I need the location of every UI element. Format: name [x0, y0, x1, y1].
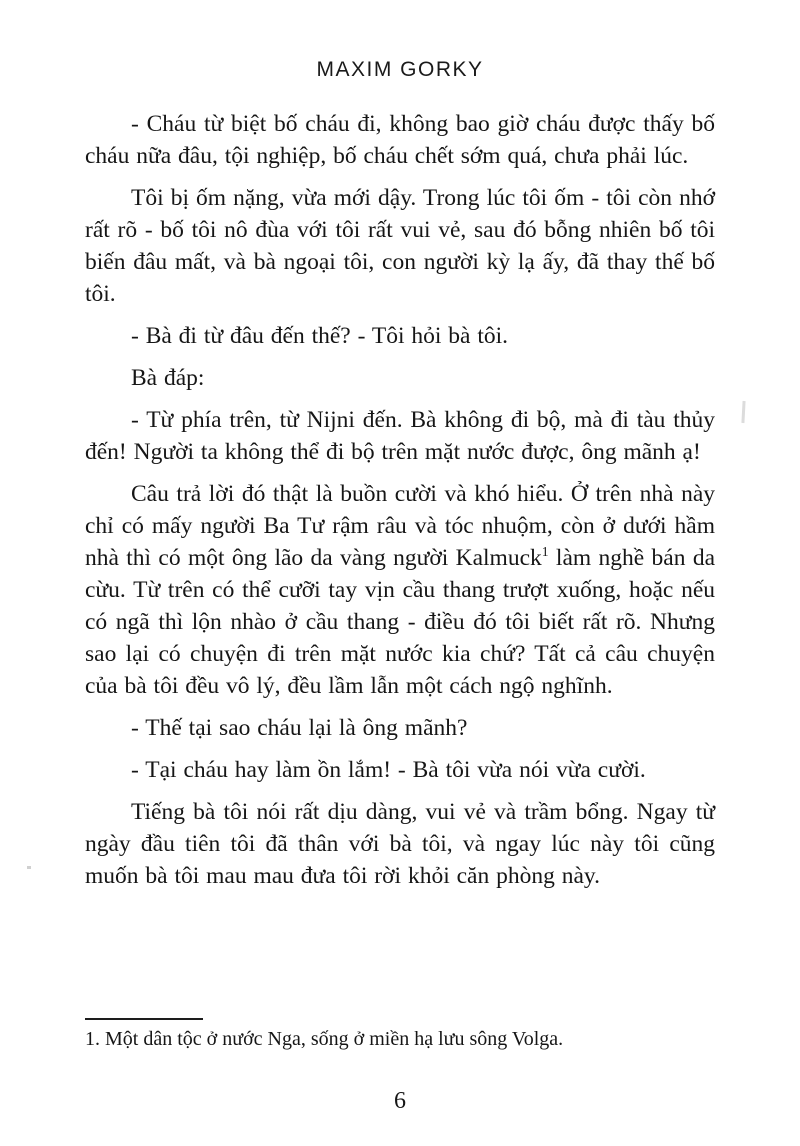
- paragraph: Tiếng bà tôi nói rất dịu dàng, vui vẻ và trầm bổng. Ngay từ ngày đầu tiên tôi đã thân với bà tôi, và ngay lúc này tôi cũng muốn bà tôi mau mau đưa tôi rời khỏi căn phòng này.: [85, 799, 715, 889]
- footnote-marker: 1: [541, 544, 549, 560]
- paragraph: - Bà đi từ đâu đến thế? - Tôi hỏi bà tôi.: [131, 323, 509, 349]
- paragraph: [85, 478, 715, 702]
- paragraph: Bà đáp:: [131, 365, 205, 391]
- paragraph-text: Câu trả lời đó thật là buồn cười và khó hiểu. Ở trên nhà này chỉ có mấy người Ba Tư rậm râu và tóc nhuộm, còn ở dưới hầm nhà thì có một ông lão da vàng người Kalmuck: [85, 481, 715, 571]
- paragraph-text: làm nghề bán da cừu. Từ trên có thể cưỡi tay vịn cầu thang trượt xuống, hoặc nếu có ngã thì lộn nhào ở cầu thang - điều đó tôi biết rất rõ. Nhưng sao lại có chuyện đi trên mặt nước kia chứ? Tất cả câu chuyện của bà tôi đều vô lý, đều lầm lẫn một cách ngộ nghĩnh.: [85, 545, 715, 699]
- paragraph: - Từ phía trên, từ Nijni đến. Bà không đi bộ, mà đi tàu thủy đến! Người ta không thể đi bộ trên mặt nước được, ông mãnh ạ!: [85, 407, 715, 465]
- footnote-area: [85, 1018, 715, 1052]
- paragraph: Tôi bị ốm nặng, vừa mới dậy. Trong lúc tôi ốm - tôi còn nhớ rất rõ - bố tôi nô đùa với tôi rất vui vẻ, sau đó bỗng nhiên bố tôi biến đâu mất, và bà ngoại tôi, con người kỳ lạ ấy, đã thay thế bố tôi.: [85, 185, 715, 307]
- page-body: [85, 108, 715, 902]
- scan-artifact: [741, 401, 745, 423]
- paragraph: - Tại cháu hay làm ồn lắm! - Bà tôi vừa nói vừa cười.: [131, 757, 646, 783]
- paragraph: - Cháu từ biệt bố cháu đi, không bao giờ cháu được thấy bố cháu nữa đâu, tội nghiệp, bố cháu chết sớm quá, chưa phải lúc.: [85, 111, 715, 169]
- footnote-divider: [85, 1018, 203, 1020]
- paragraph: - Thế tại sao cháu lại là ông mãnh?: [131, 715, 468, 741]
- running-head: MAXIM GORKY: [316, 58, 484, 81]
- scan-artifact: [27, 866, 31, 869]
- footnote: 1. Một dân tộc ở nước Nga, sống ở miền hạ lưu sông Volga.: [85, 1028, 564, 1050]
- page-number: 6: [394, 1088, 406, 1114]
